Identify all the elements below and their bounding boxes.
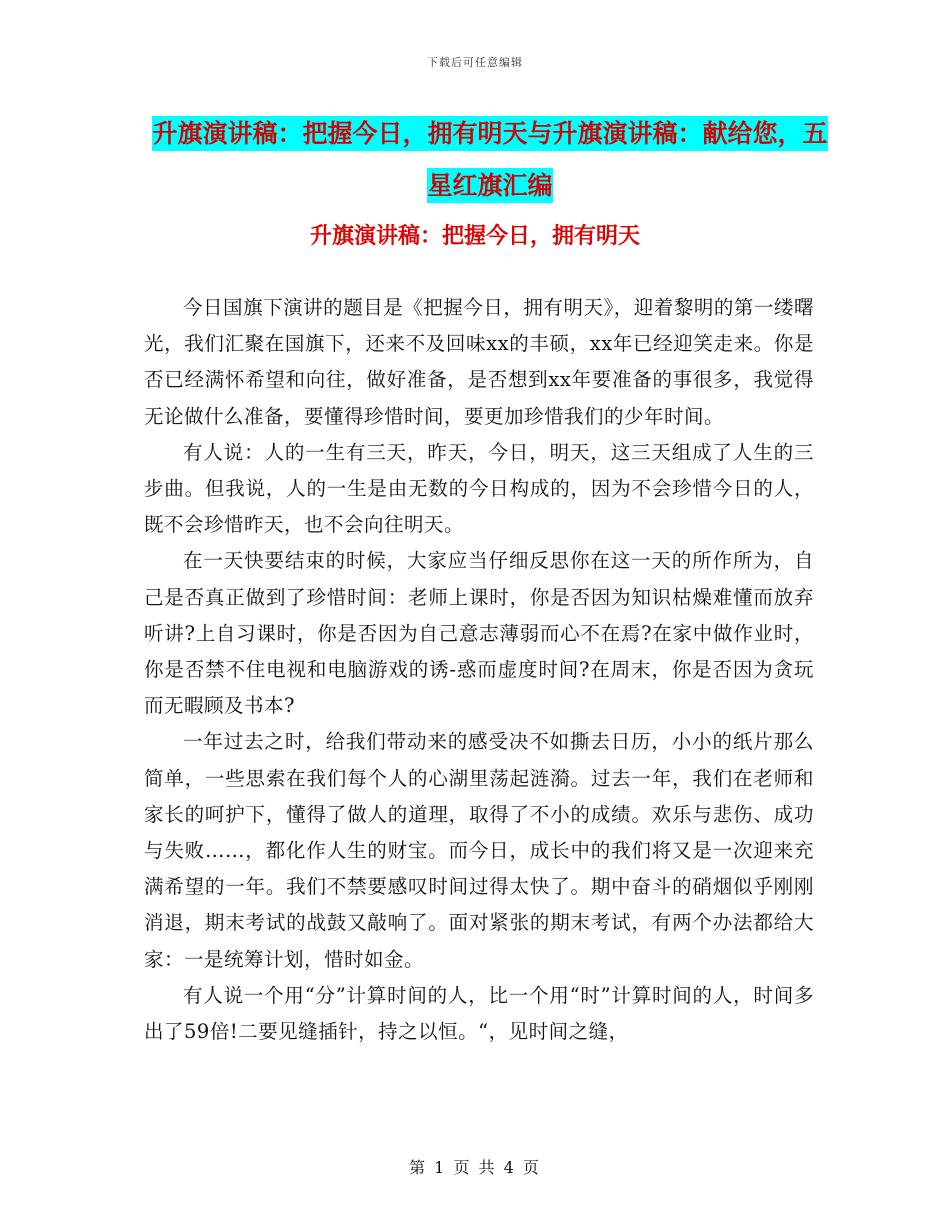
paragraph: 一年过去之时，给我们带动来的感受决不如撕去日历，小小的纸片那么简单，一些思索在我们每个人的心湖里荡起涟漪。过去一年，我们在老师和家长的呵护下，懂得了做人的道理，取得了不小的成绩。欢乐与悲伤、成功与失败……，都化作人生的财宝。而今日，成长中的我们将又是一次迎来充满希望的一年。我们不禁要感叹时间过得太快了。期中奋斗的硝烟似乎刚刚消退，期末考试的战鼓又敲响了。面对紧张的期末考试，有两个办法都给大家：一是统筹计划，惜时如金。 <box>144 730 814 971</box>
document-title <box>150 108 830 212</box>
document-title-text: 升旗演讲稿：把握今日，拥有明天与升旗演讲稿：献给您，五星红旗汇编 <box>152 116 827 203</box>
paragraph: 有人说：人的一生有三天，昨天，今日，明天，这三天组成了人生的三步曲。但我说，人的一生是由无数的今日构成的，因为不会珍惜今日的人，既不会珍惜昨天，也不会向往明天。 <box>144 440 814 537</box>
paragraph: 在一天快要结束的时候，大家应当仔细反思你在这一天的所作所为，自己是否真正做到了珍惜时间：老师上课时，你是否因为知识枯燥难懂而放弃听讲?上自习课时，你是否因为自己意志薄弱而心不在焉?在家中做作业时，你是否禁不住电视和电脑游戏的诱-惑而虚度时间?在周末，你是否因为贪玩而无暇顾及书本? <box>144 549 814 718</box>
header-note: 下载后可任意编辑 <box>427 56 523 69</box>
page-footer: 第 1 页 共 4 页 <box>409 1158 541 1177</box>
section-title: 升旗演讲稿：把握今日，拥有明天 <box>309 224 640 249</box>
document-body <box>144 290 814 1050</box>
paragraph: 今日国旗下演讲的题目是《把握今日，拥有明天》，迎着黎明的第一缕曙光，我们汇聚在国旗下，还来不及回味xx的丰硕，xx年已经迎笑走来。你是否已经满怀希望和向往，做好准备，是否想到xx年要准备的事很多，我觉得无论做什么准备，要懂得珍惜时间，要更加珍惜我们的少年时间。 <box>144 296 814 428</box>
paragraph: 有人说一个用“分”计算时间的人，比一个用“时”计算时间的人，时间多出了59倍!二要见缝插针，持之以恒。“，见时间之缝， <box>144 983 814 1044</box>
